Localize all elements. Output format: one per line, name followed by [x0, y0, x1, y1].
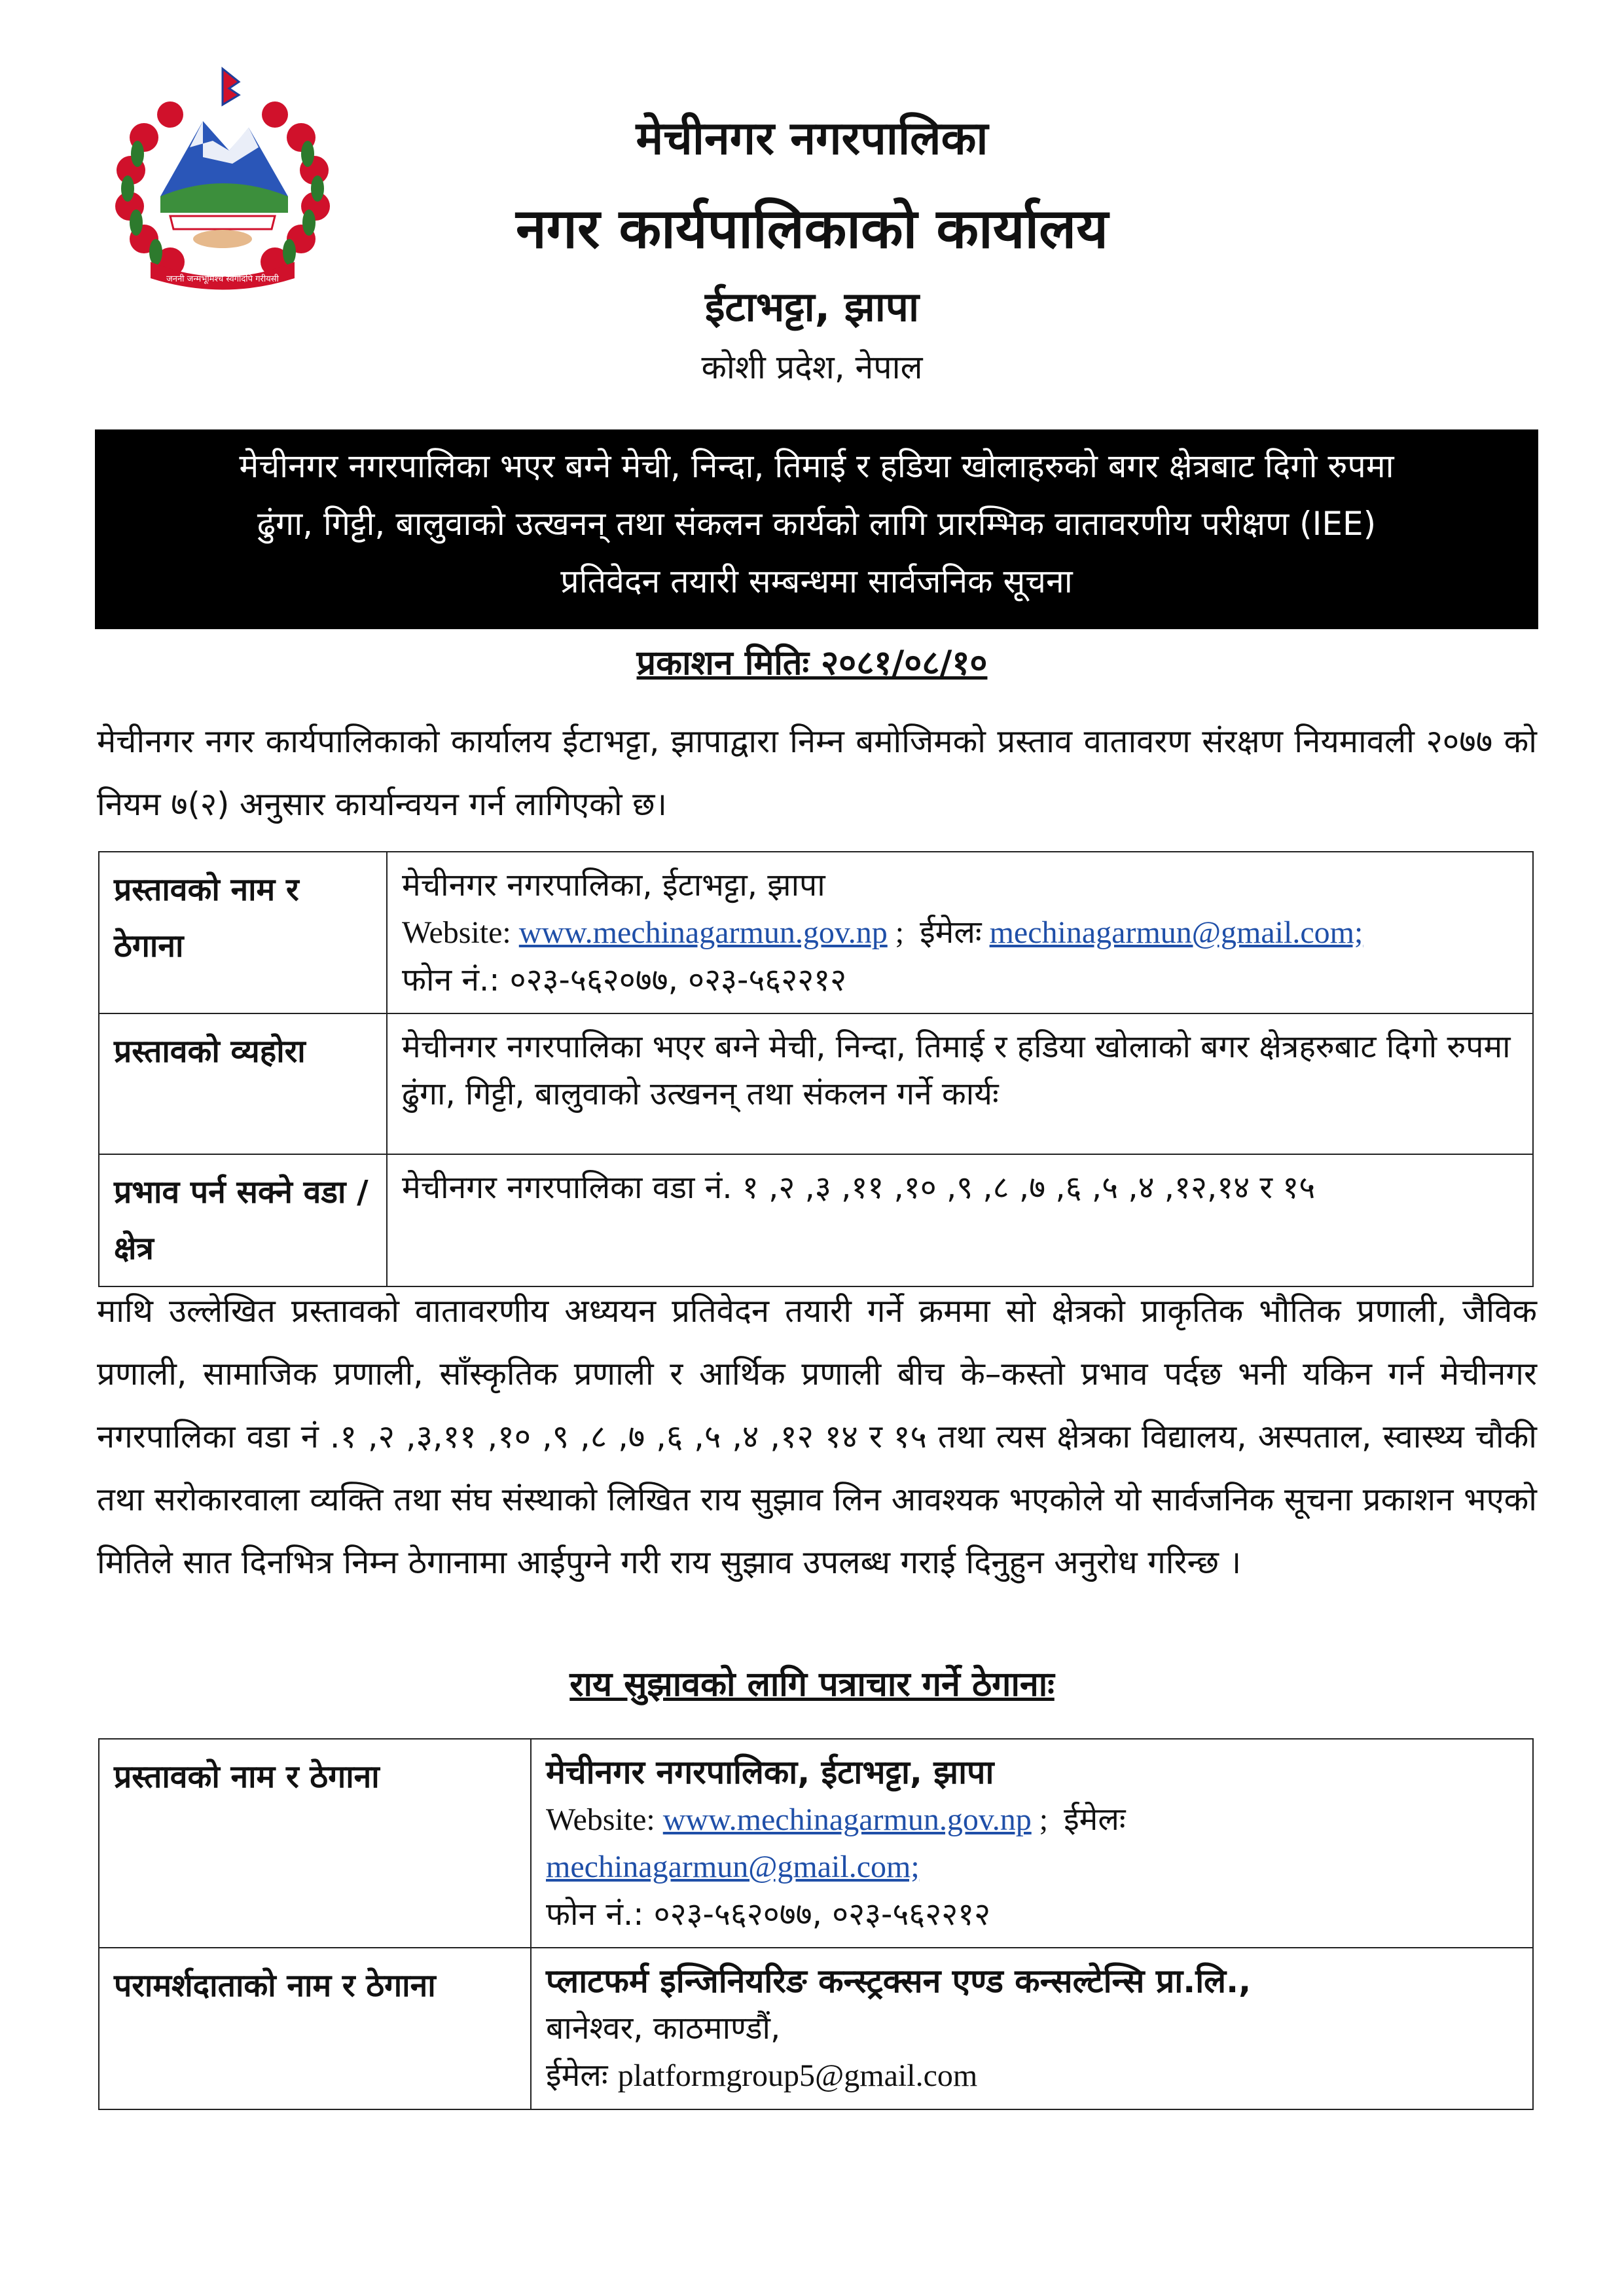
province-country: कोशी प्रदेश, नेपाल [701, 348, 923, 386]
consultant-name: प्लाटफर्म इन्जिनियरिङ कन्स्ट्रक्सन एण्ड कन्सल्टेन्सि प्रा.लि., [546, 1962, 1252, 2000]
table-row [99, 852, 1533, 1013]
consultant-address: बानेश्वर, काठमाण्डौं, [546, 2010, 781, 2047]
body-paragraph: माथि उल्लेखित प्रस्तावको वातावरणीय अध्ययन प्रतिवेदन तयारी गर्ने क्रममा सो क्षेत्रको प्राकृतिक भौतिक प्रणाली, जैविक प्रणाली, सामाजिक प्रणाली, साँस्कृतिक प्रणाली र आर्थिक प्रणाली बीच के–कस्तो प्रभाव पर्दछ भनी यकिन गर्न मेचीनगर नगरपालिका वडा नं .१ ,२ ,३,११ ,१० ,९ ,८ ,७ ,६ ,५ ,४ ,१२ १४ र १५ तथा त्यस क्षेत्रका विद्यालय, अस्पताल, स्वास्थ्य चौकी तथा सरोकारवाला व्यक्ति तथा संघ संस्थाको लिखित राय सुझाव लिन आवश्यक भएकोले यो सार्वजनिक सूचना प्रकाशन भएको मितिले सात दिनभित्र निम्न ठेगानामा आईपुग्ने गरी राय सुझाव उपलब्ध गराई दिनुहुन अनुरोध गरिन्छ । [97, 1292, 1537, 1581]
proponent-name: मेचीनगर नगरपालिका, ईटाभट्टा, झापा [546, 1753, 994, 1791]
banner-line-2: ढुंगा, गिट्टी, बालुवाको उत्खनन् तथा संकलन कार्यको लागि प्रारम्भिक वातावरणीय परीक्षण (IEE) [257, 505, 1377, 543]
proposal-purpose-label: प्रस्तावको व्यहोरा [99, 1013, 387, 1154]
correspondence-heading: राय सुझावको लागि पत्राचार गर्ने ठेगानाः [569, 1665, 1055, 1704]
proposal-address-label: प्रस्तावको नाम र ठेगाना [99, 1739, 531, 1948]
table-row [99, 1739, 1533, 1948]
phone-numbers: फोन नं.: ०२३-५६२०७७, ०२३-५६२२१२ [402, 962, 847, 998]
website-label: Website: [402, 915, 511, 950]
proposal-name-label: प्रस्तावको नाम र ठेगाना [99, 852, 387, 1013]
banner-line-1: मेचीनगर नगरपालिका भएर बग्ने मेची, निन्दा, तिमाई र हडिया खोलाहरुको बगर क्षेत्रबाट दिगो रुपमा [239, 447, 1394, 485]
consultant-value [531, 1948, 1533, 2109]
affected-wards-value: मेचीनगर नगरपालिका वडा नं. १ ,२ ,३ ,११ ,१० ,९ ,८ ,७ ,६ ,५ ,४ ,१२,१४ र १५ [387, 1154, 1533, 1286]
emblem-motto: जननी जन्मभूमिश्च स्वर्गादपि गरीयसी [166, 274, 279, 284]
publication-date: प्रकाशन मितिः २०८१/०८/१० [636, 644, 988, 683]
email-link[interactable]: mechinagarmun@gmail.com; [989, 915, 1363, 950]
proposal-purpose-value: मेचीनगर नगरपालिका भएर बग्ने मेची, निन्दा, तिमाई र हडिया खोलाको बगर क्षेत्रहरुबाट दिगो रुपमा ढुंगा, गिट्टी, बालुवाको उत्खनन् तथा संकलन गर्ने कार्यः [387, 1013, 1533, 1154]
separator: ; [1039, 1802, 1049, 1837]
proponent-name: मेचीनगर नगरपालिका, ईटाभट्टा, झापा [402, 867, 825, 903]
proposal-details-table [98, 851, 1534, 1287]
notice-banner [95, 429, 1538, 629]
website-link[interactable]: www.mechinagarmun.gov.np [662, 1802, 1032, 1837]
proposal-address-value [531, 1739, 1533, 1948]
website-link[interactable]: www.mechinagarmun.gov.np [518, 915, 888, 950]
proposal-name-value [387, 852, 1533, 1013]
intro-paragraph: मेचीनगर नगर कार्यपालिकाको कार्यालय ईटाभट्टा, झापाद्वारा निम्न बमोजिमको प्रस्ताव वातावरण संरक्षण नियमावली २०७७ को नियम ७(२) अनुसार कार्यान्वयन गर्न लागिएको छ। [97, 723, 1537, 823]
consultant-email: platformgroup5@gmail.com [617, 2058, 978, 2093]
table-row [99, 1013, 1533, 1154]
municipality-name: मेचीनगर नगरपालिका [636, 111, 988, 165]
email-label: ईमेलः [546, 2057, 608, 2094]
banner-line-3: प्रतिवेदन तयारी सम्बन्धमा सार्वजनिक सूचना [560, 562, 1073, 600]
email-label: ईमेलः [1064, 1801, 1126, 1838]
email-label: ईमेलः [920, 914, 982, 951]
table-row [99, 1948, 1533, 2109]
website-label: Website: [546, 1802, 655, 1837]
correspondence-table [98, 1738, 1534, 2110]
office-title: नगर कार्यपालिकाको कार्यालय [516, 196, 1108, 261]
separator: ; [895, 915, 905, 950]
consultant-label: परामर्शदाताको नाम र ठेगाना [99, 1948, 531, 2109]
affected-wards-label: प्रभाव पर्न सक्ने वडा /क्षेत्र [99, 1154, 387, 1286]
phone-numbers: फोन नं.: ०२३-५६२०७७, ०२३-५६२२१२ [546, 1896, 991, 1933]
table-row [99, 1154, 1533, 1286]
email-link[interactable]: mechinagarmun@gmail.com; [546, 1850, 920, 1884]
office-location: ईटाभट्टा, झापा [704, 283, 920, 331]
